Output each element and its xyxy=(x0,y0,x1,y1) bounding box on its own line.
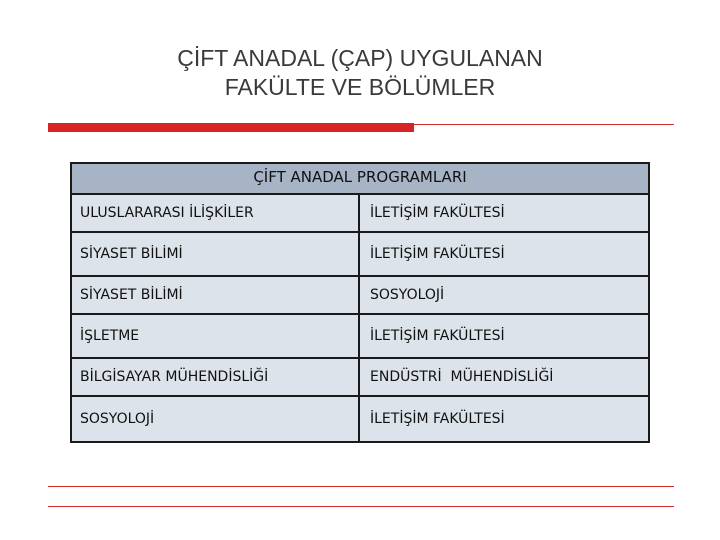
slide-title xyxy=(60,44,660,102)
table-row xyxy=(71,314,649,358)
table-row xyxy=(71,194,649,232)
table-cell-department: İŞLETME xyxy=(71,314,359,358)
table-cell-program: İLETİŞİM FAKÜLTESİ xyxy=(359,396,649,442)
slide-title-line-1: ÇİFT ANADAL (ÇAP) UYGULANAN xyxy=(177,45,543,71)
title-divider-accent xyxy=(48,123,414,132)
table-cell-program: ENDÜSTRİ MÜHENDİSLİĞİ xyxy=(359,358,649,396)
table-cell-program: İLETİŞİM FAKÜLTESİ xyxy=(359,232,649,276)
table-header-row xyxy=(71,163,649,194)
footer-divider-top xyxy=(48,486,674,487)
table-cell-department: SİYASET BİLİMİ xyxy=(71,276,359,314)
footer-divider-bottom xyxy=(48,506,674,507)
table-cell-department: ULUSLARARASI İLİŞKİLER xyxy=(71,194,359,232)
table-row xyxy=(71,358,649,396)
table-cell-department: SOSYOLOJİ xyxy=(71,396,359,442)
table-cell-department: SİYASET BİLİMİ xyxy=(71,232,359,276)
table-cell-program: SOSYOLOJİ xyxy=(359,276,649,314)
table-row xyxy=(71,396,649,442)
double-major-table xyxy=(70,162,650,443)
table-row xyxy=(71,276,649,314)
table-header: ÇİFT ANADAL PROGRAMLARI xyxy=(71,163,649,194)
table-row xyxy=(71,232,649,276)
slide-title-line-2: FAKÜLTE VE BÖLÜMLER xyxy=(224,74,496,100)
table-cell-program: İLETİŞİM FAKÜLTESİ xyxy=(359,194,649,232)
table-cell-department: BİLGİSAYAR MÜHENDİSLİĞİ xyxy=(71,358,359,396)
table-cell-program: İLETİŞİM FAKÜLTESİ xyxy=(359,314,649,358)
